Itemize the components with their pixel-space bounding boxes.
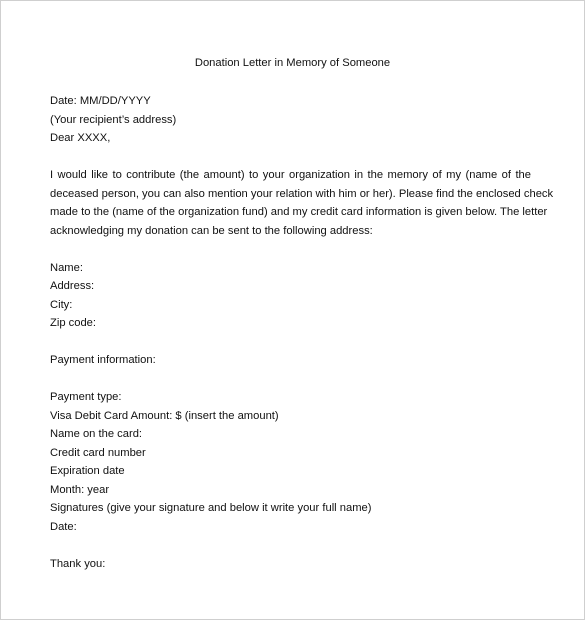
spacer <box>50 536 531 555</box>
letter-body <box>50 92 554 573</box>
address-field-label: Address: <box>50 280 95 292</box>
spacer <box>50 370 531 389</box>
payment-type-label: Payment type: <box>50 391 122 403</box>
card-amount-label: Visa Debit Card Amount: $ (insert the amount) <box>50 409 279 422</box>
spacer <box>50 240 531 259</box>
zip-code-field-label: Zip code: <box>50 317 97 329</box>
paragraph-line: made to the (name of the organization fund) and my credit card information is given below. The letter <box>50 206 548 218</box>
letter-title: Donation Letter in Memory of Someone <box>194 57 391 69</box>
paragraph-line: acknowledging my donation can be sent to the following address: <box>50 224 373 237</box>
salutation-line: Dear XXXX, <box>50 132 111 144</box>
expiration-date-label: Expiration date <box>50 465 125 477</box>
date-line: Date: MM/DD/YYYY <box>50 95 151 107</box>
month-year-label: Month: year <box>50 483 110 496</box>
name-field-label: Name: <box>50 261 83 274</box>
spacer <box>50 333 531 352</box>
paragraph-line: I would like to contribute (the amount) to your organization in the memory of my (name of the <box>50 169 531 181</box>
name-on-card-label: Name on the card: <box>50 428 143 440</box>
card-number-label: Credit card number <box>50 446 146 459</box>
signatures-label: Signatures (give your signature and below it write your full name) <box>50 502 372 514</box>
payment-date-label: Date: <box>50 520 77 533</box>
recipient-address-line: (Your recipient’s address) <box>50 113 177 126</box>
closing-line: Thank you: <box>50 557 106 570</box>
city-field-label: City: <box>50 298 73 311</box>
payment-heading: Payment information: <box>50 354 156 366</box>
paragraph-line: deceased person, you can also mention your relation with him or her). Please find the enclosed check <box>50 187 554 200</box>
body-paragraph <box>50 166 554 240</box>
spacer <box>50 148 531 167</box>
